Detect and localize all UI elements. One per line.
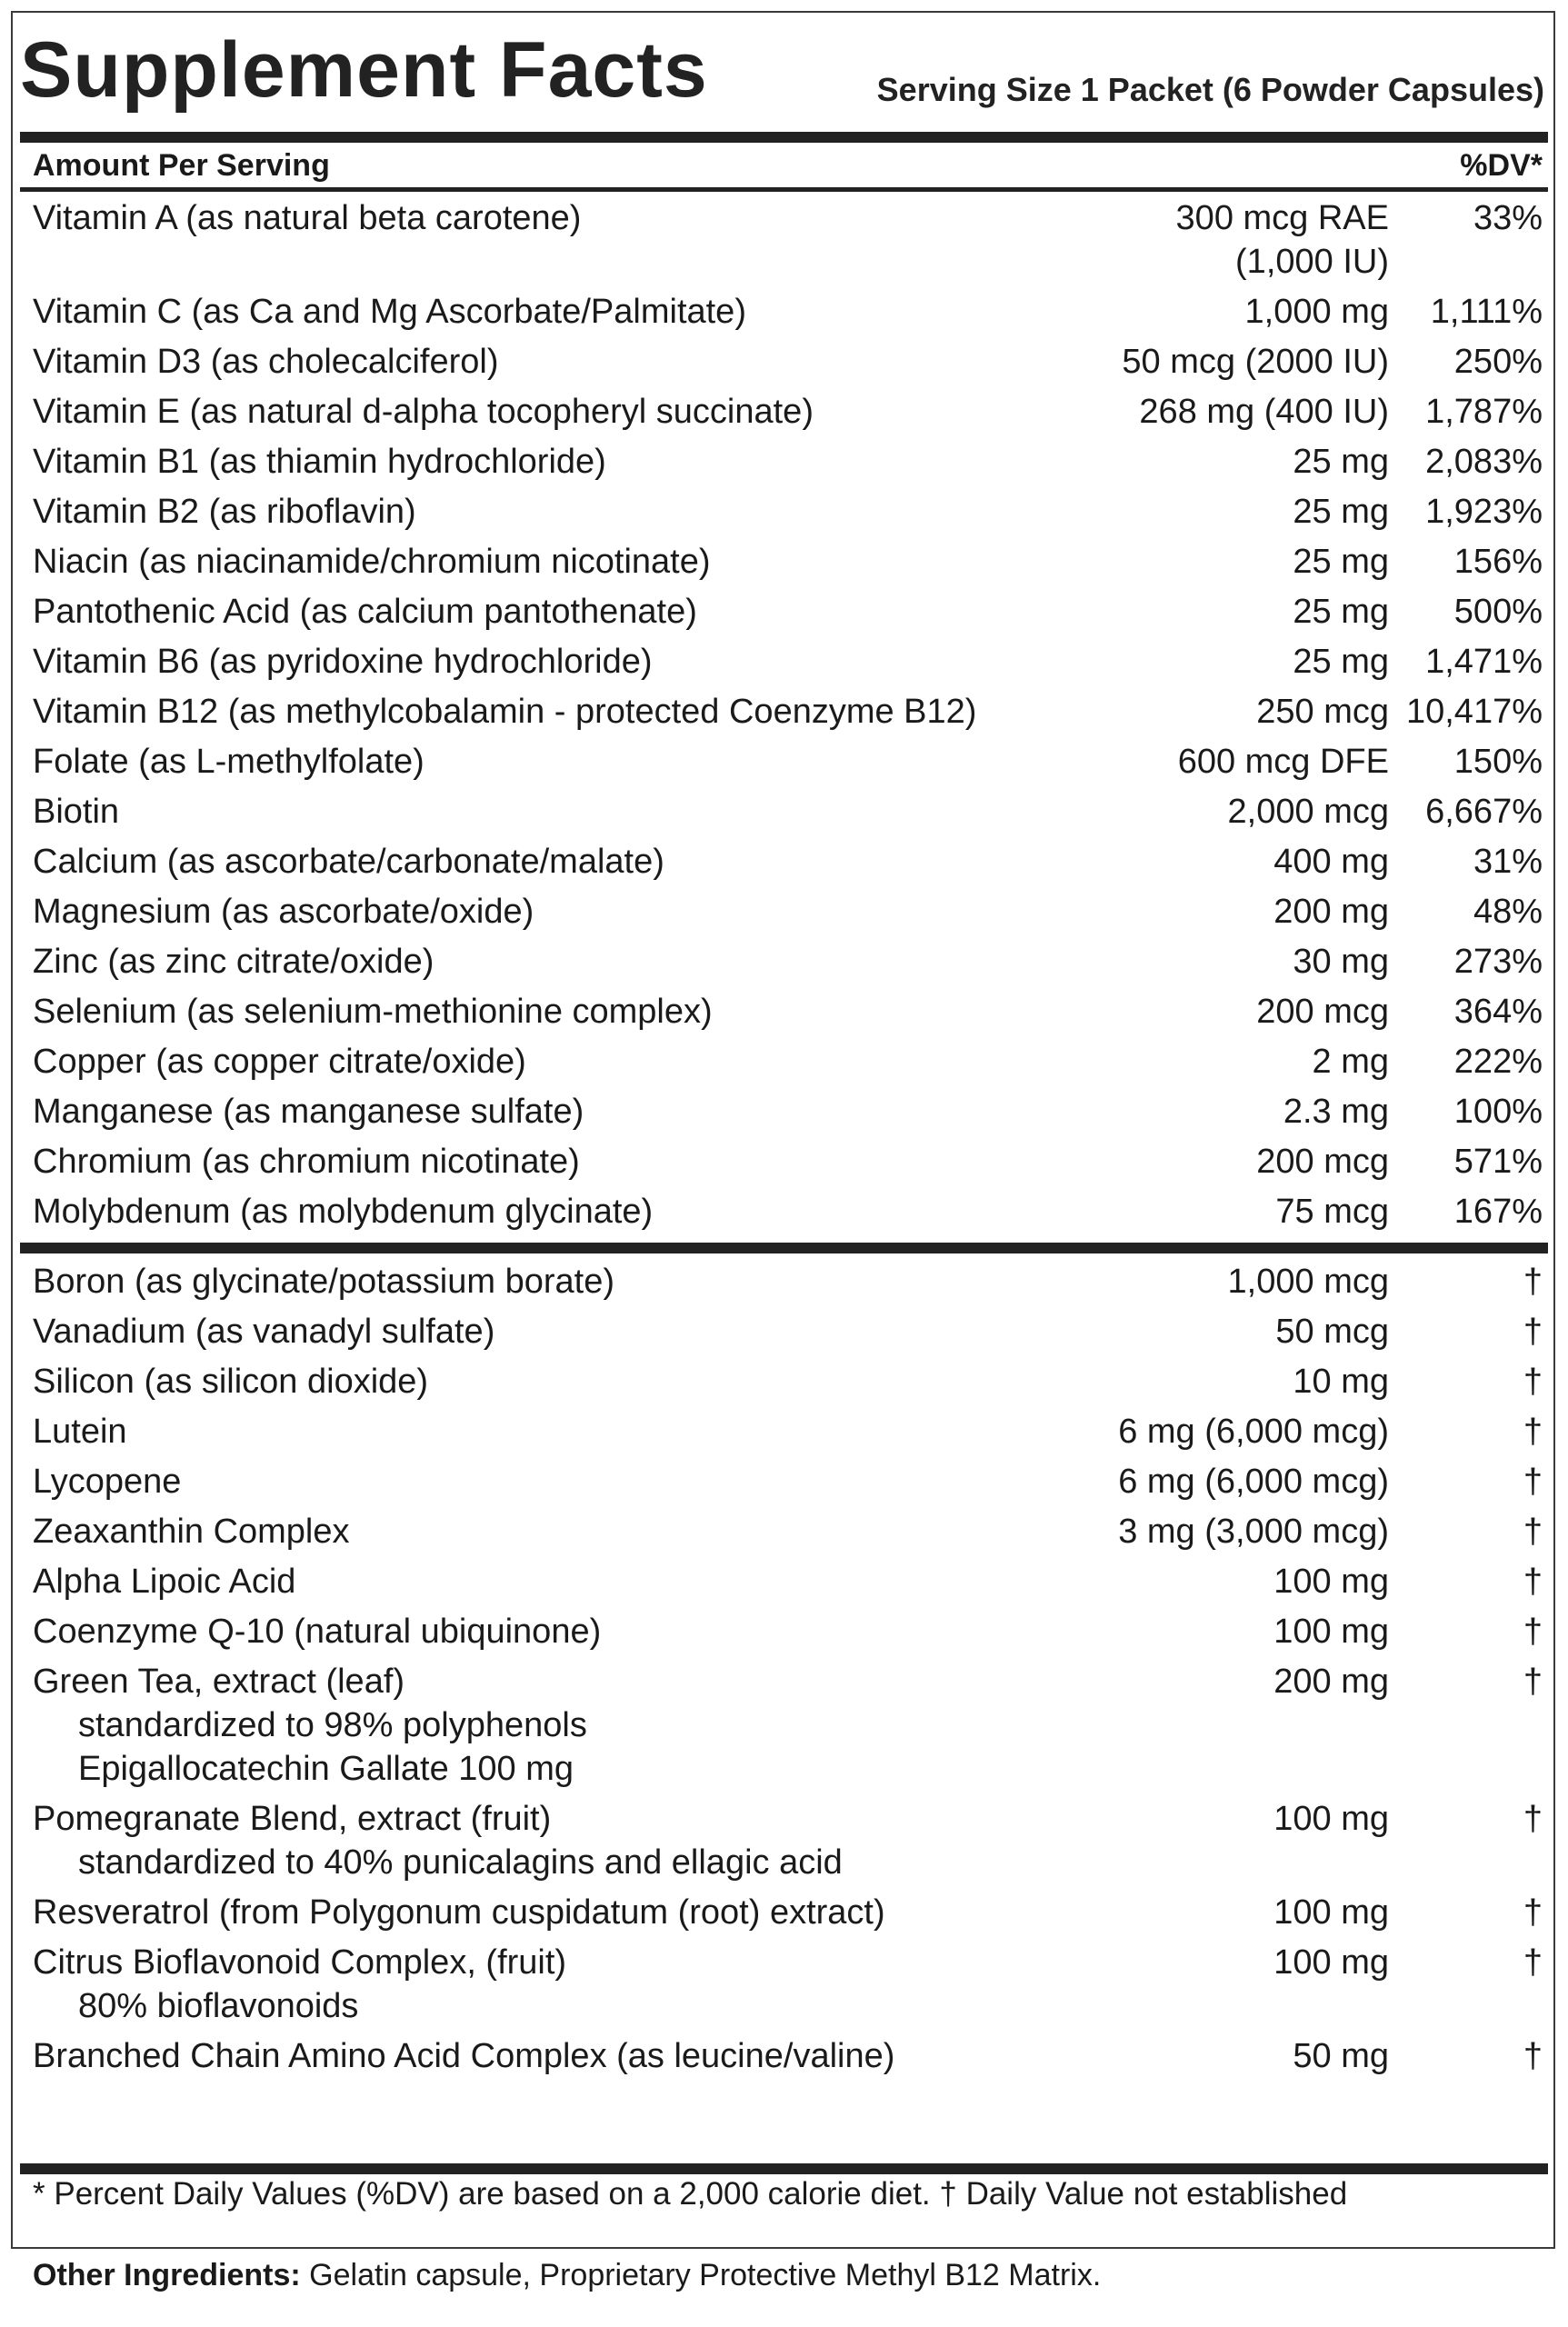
nutrient-row bbox=[20, 537, 1548, 587]
nutrient-dv: 6,667% bbox=[1425, 793, 1543, 831]
nutrient-dv: 33% bbox=[1473, 199, 1543, 237]
nutrient-amount bbox=[1293, 640, 1389, 684]
nutrient-dv: † bbox=[1523, 1800, 1543, 1838]
nutrient-name: Folate (as L-methylfolate) bbox=[33, 743, 424, 781]
nutrient-dv: † bbox=[1523, 1663, 1543, 1701]
top-thick-rule bbox=[20, 132, 1548, 143]
nutrient-amount-value: 200 mcg bbox=[1256, 993, 1389, 1031]
nutrient-amount-value: 6 mg (6,000 mcg) bbox=[1118, 1413, 1389, 1451]
nutrient-row bbox=[20, 1357, 1548, 1407]
nutrient-dv: 500% bbox=[1453, 593, 1543, 631]
nutrient-amount-value: 50 mcg bbox=[1275, 1313, 1389, 1351]
nutrient-name: Magnesium (as ascorbate/oxide) bbox=[33, 893, 534, 931]
nutrient-amount-value: 25 mg bbox=[1293, 643, 1389, 681]
nutrient-amount bbox=[1313, 1040, 1389, 1084]
nutrient-row bbox=[20, 437, 1548, 487]
nutrient-dv: † bbox=[1523, 1943, 1543, 1982]
nutrient-amount-value: 2.3 mg bbox=[1283, 1093, 1389, 1131]
nutrient-name: Manganese (as manganese sulfate) bbox=[33, 1093, 584, 1131]
nutrient-amount bbox=[1273, 1560, 1389, 1603]
nutrient-dv: 364% bbox=[1453, 993, 1543, 1031]
serving-size-value: 1 Packet (6 Powder Capsules) bbox=[1080, 71, 1544, 108]
nutrient-dv: 273% bbox=[1453, 943, 1543, 981]
nutrient-amount-value: 25 mg bbox=[1293, 493, 1389, 531]
nutrient-amount bbox=[1273, 1941, 1389, 1984]
nutrient-amount-value: 50 mcg (2000 IU) bbox=[1122, 343, 1389, 381]
nutrient-name: Citrus Bioflavonoid Complex, (fruit) bbox=[33, 1943, 567, 1982]
nutrient-amount-value: 6 mg (6,000 mcg) bbox=[1118, 1463, 1389, 1501]
other-ingredients-text: Gelatin capsule, Proprietary Protective Methyl B12 Matrix. bbox=[309, 2258, 1102, 2292]
nutrient-amount bbox=[1273, 890, 1389, 934]
nutrient-name: Vitamin D3 (as cholecalciferol) bbox=[33, 343, 499, 381]
nutrient-amount-value: 3 mg (3,000 mcg) bbox=[1118, 1513, 1389, 1551]
nutrient-name: Silicon (as silicon dioxide) bbox=[33, 1363, 429, 1401]
nutrient-dv: 31% bbox=[1473, 843, 1543, 881]
bottom-thick-rule bbox=[20, 2163, 1548, 2174]
nutrient-amount-value: 50 mg bbox=[1293, 2037, 1389, 2075]
nutrient-row bbox=[20, 737, 1548, 787]
nutrient-amount bbox=[1283, 1090, 1389, 1134]
nutrient-dv: † bbox=[1523, 1893, 1543, 1932]
nutrient-dv: 571% bbox=[1453, 1143, 1543, 1181]
nutrient-name: Biotin bbox=[33, 793, 120, 831]
nutrient-amount-alt: (1,000 IU) bbox=[1235, 243, 1389, 281]
nutrient-amount-value: 10 mg bbox=[1293, 1363, 1389, 1401]
nutrient-name: Coenzyme Q-10 (natural ubiquinone) bbox=[33, 1613, 602, 1651]
serving-size-label: Serving Size bbox=[876, 71, 1072, 108]
nutrient-dv: 2,083% bbox=[1425, 443, 1543, 481]
nutrient-name: Boron (as glycinate/potassium borate) bbox=[33, 1263, 614, 1301]
nutrient-amount-value: 100 mg bbox=[1273, 1943, 1389, 1982]
nutrient-dv: † bbox=[1523, 2037, 1543, 2075]
nutrient-row bbox=[20, 1457, 1548, 1507]
nutrient-row bbox=[20, 287, 1548, 337]
nutrient-amount bbox=[1256, 690, 1389, 734]
nutrient-subline: standardized to 40% punicalagins and ellagic acid bbox=[78, 1843, 843, 1882]
nutrient-amount-value: 100 mg bbox=[1273, 1800, 1389, 1838]
nutrient-row bbox=[20, 1187, 1548, 1237]
nutrient-amount bbox=[1293, 440, 1389, 484]
nutrient-amount bbox=[1228, 1260, 1389, 1303]
nutrient-name: Selenium (as selenium-methionine complex) bbox=[33, 993, 713, 1031]
nutrient-amount bbox=[1118, 1510, 1389, 1553]
nutrient-dv: 222% bbox=[1453, 1043, 1543, 1081]
nutrient-name: Vitamin B12 (as methylcobalamin - protected Coenzyme B12) bbox=[33, 693, 977, 731]
nutrient-amount-value: 250 mcg bbox=[1256, 693, 1389, 731]
nutrient-amount-value: 100 mg bbox=[1273, 1613, 1389, 1651]
nutrient-dv: † bbox=[1523, 1363, 1543, 1401]
nutrient-row bbox=[20, 1257, 1548, 1307]
nutrient-amount bbox=[1118, 1410, 1389, 1453]
nutrient-name: Pomegranate Blend, extract (fruit) bbox=[33, 1800, 552, 1838]
nutrient-amount bbox=[1275, 1190, 1389, 1233]
nutrient-amount bbox=[1273, 1610, 1389, 1653]
nutrient-name: Copper (as copper citrate/oxide) bbox=[33, 1043, 526, 1081]
nutrient-row bbox=[20, 1938, 1548, 2032]
nutrient-amount bbox=[1273, 1797, 1389, 1841]
nutrient-name: Niacin (as niacinamide/chromium nicotinate) bbox=[33, 543, 711, 581]
nutrient-amount-value: 200 mg bbox=[1273, 1663, 1389, 1701]
nutrient-amount bbox=[1293, 1360, 1389, 1403]
nutrient-amount bbox=[1245, 290, 1389, 334]
nutrient-amount bbox=[1256, 990, 1389, 1034]
nutrient-row bbox=[20, 1507, 1548, 1557]
nutrient-amount-value: 400 mg bbox=[1273, 843, 1389, 881]
nutrient-name: Vitamin B6 (as pyridoxine hydrochloride) bbox=[33, 643, 653, 681]
nutrient-row bbox=[20, 194, 1548, 287]
nutrient-amount-value: 75 mcg bbox=[1275, 1193, 1389, 1231]
nutrient-row bbox=[20, 1037, 1548, 1087]
nutrient-amount bbox=[1293, 490, 1389, 534]
nutrient-row bbox=[20, 2032, 1548, 2082]
nutrient-dv: † bbox=[1523, 1513, 1543, 1551]
nutrient-name: Branched Chain Amino Acid Complex (as leucine/valine) bbox=[33, 2037, 895, 2075]
other-ingredients bbox=[33, 2258, 1101, 2293]
panel-title: Supplement Facts bbox=[20, 26, 708, 114]
nutrient-row bbox=[20, 1087, 1548, 1137]
nutrient-amount-value: 268 mg (400 IU) bbox=[1139, 393, 1389, 431]
vitamins-section bbox=[20, 194, 1548, 1237]
nutrient-name: Zinc (as zinc citrate/oxide) bbox=[33, 943, 434, 981]
nutrient-dv: † bbox=[1523, 1563, 1543, 1601]
nutrient-name: Lycopene bbox=[33, 1463, 182, 1501]
nutrient-amount-value: 2 mg bbox=[1312, 1043, 1389, 1081]
nutrient-amount bbox=[1176, 196, 1389, 284]
nutrient-row bbox=[20, 387, 1548, 437]
nutrient-subline: standardized to 98% polyphenols bbox=[78, 1706, 587, 1744]
nutrient-amount bbox=[1293, 590, 1389, 634]
nutrient-row bbox=[20, 937, 1548, 987]
nutrient-dv: † bbox=[1523, 1413, 1543, 1451]
nutrient-row bbox=[20, 487, 1548, 537]
nutrient-name: Alpha Lipoic Acid bbox=[33, 1563, 296, 1601]
nutrient-name: Vitamin C (as Ca and Mg Ascorbate/Palmitate) bbox=[33, 293, 746, 331]
nutrient-amount-value: 1,000 mcg bbox=[1227, 1263, 1389, 1301]
nutrient-name: Lutein bbox=[33, 1413, 127, 1451]
dv-header: %DV* bbox=[1460, 148, 1543, 183]
mid-thick-rule bbox=[20, 1243, 1548, 1253]
nutrient-amount bbox=[1273, 1660, 1389, 1703]
nutrient-dv: 150% bbox=[1453, 743, 1543, 781]
nutrient-amount bbox=[1228, 790, 1389, 834]
nutrient-name: Chromium (as chromium nicotinate) bbox=[33, 1143, 580, 1181]
nutrient-name: Vanadium (as vanadyl sulfate) bbox=[33, 1313, 495, 1351]
nutrient-amount-value: 100 mg bbox=[1273, 1893, 1389, 1932]
nutrient-row bbox=[20, 587, 1548, 637]
nutrient-amount-value: 200 mg bbox=[1273, 893, 1389, 931]
nutrient-dv: † bbox=[1523, 1463, 1543, 1501]
nutrient-dv: † bbox=[1523, 1263, 1543, 1301]
nutrient-amount bbox=[1256, 1140, 1389, 1183]
nutrient-dv: 1,787% bbox=[1425, 393, 1543, 431]
nutrient-dv: 48% bbox=[1473, 893, 1543, 931]
nutrient-name: Zeaxanthin Complex bbox=[33, 1513, 350, 1551]
others-section bbox=[20, 1257, 1548, 2082]
nutrient-amount-value: 300 mcg RAE bbox=[1175, 199, 1389, 237]
other-ingredients-label: Other Ingredients: bbox=[33, 2258, 301, 2292]
nutrient-subline: 80% bioflavonoids bbox=[78, 1987, 359, 2025]
nutrient-row bbox=[20, 887, 1548, 937]
nutrient-amount bbox=[1293, 940, 1389, 984]
nutrient-row bbox=[20, 1137, 1548, 1187]
nutrient-name: Vitamin E (as natural d-alpha tocopheryl succinate) bbox=[33, 393, 814, 431]
nutrient-dv: 167% bbox=[1453, 1193, 1543, 1231]
nutrient-dv: 10,417% bbox=[1405, 693, 1543, 731]
nutrient-name: Green Tea, extract (leaf) bbox=[33, 1663, 405, 1701]
serving-size bbox=[877, 71, 1544, 109]
nutrient-name: Vitamin A (as natural beta carotene) bbox=[33, 199, 582, 237]
nutrient-name: Calcium (as ascorbate/carbonate/malate) bbox=[33, 843, 664, 881]
nutrient-row bbox=[20, 1557, 1548, 1607]
nutrient-amount bbox=[1139, 390, 1389, 434]
nutrient-row bbox=[20, 337, 1548, 387]
footnote: * Percent Daily Values (%DV) are based on a 2,000 calorie diet. † Daily Value not established bbox=[33, 2176, 1348, 2212]
nutrient-amount-value: 200 mcg bbox=[1256, 1143, 1389, 1181]
nutrient-row bbox=[20, 1407, 1548, 1457]
nutrient-amount-value: 2,000 mcg bbox=[1227, 793, 1389, 831]
nutrient-dv: 1,923% bbox=[1425, 493, 1543, 531]
nutrient-amount bbox=[1275, 1310, 1389, 1353]
nutrient-name: Vitamin B2 (as riboflavin) bbox=[33, 493, 416, 531]
nutrient-dv: 156% bbox=[1453, 543, 1543, 581]
nutrient-subline: Epigallocatechin Gallate 100 mg bbox=[78, 1750, 574, 1788]
nutrient-name: Vitamin B1 (as thiamin hydrochloride) bbox=[33, 443, 606, 481]
nutrient-dv: 1,471% bbox=[1425, 643, 1543, 681]
nutrient-amount-value: 1,000 mg bbox=[1244, 293, 1389, 331]
nutrient-row bbox=[20, 987, 1548, 1037]
nutrient-dv: 100% bbox=[1453, 1093, 1543, 1131]
nutrient-row bbox=[20, 1607, 1548, 1657]
nutrient-amount bbox=[1293, 2034, 1389, 2078]
nutrient-amount-value: 600 mcg DFE bbox=[1177, 743, 1389, 781]
nutrient-amount bbox=[1122, 340, 1389, 384]
nutrient-dv: 1,111% bbox=[1430, 293, 1543, 331]
amount-per-serving-header: Amount Per Serving bbox=[33, 148, 330, 183]
nutrient-amount-value: 30 mg bbox=[1293, 943, 1389, 981]
nutrient-amount bbox=[1273, 1891, 1389, 1934]
nutrient-amount bbox=[1293, 540, 1389, 584]
nutrient-name: Pantothenic Acid (as calcium pantothenate) bbox=[33, 593, 697, 631]
nutrient-amount-value: 25 mg bbox=[1293, 593, 1389, 631]
nutrient-row bbox=[20, 1307, 1548, 1357]
nutrient-dv: † bbox=[1523, 1613, 1543, 1651]
nutrient-row bbox=[20, 637, 1548, 687]
nutrient-row bbox=[20, 1794, 1548, 1888]
nutrient-row bbox=[20, 1888, 1548, 1938]
nutrient-amount-value: 25 mg bbox=[1293, 443, 1389, 481]
nutrient-amount bbox=[1178, 740, 1389, 784]
nutrient-row bbox=[20, 787, 1548, 837]
nutrient-name: Molybdenum (as molybdenum glycinate) bbox=[33, 1193, 654, 1231]
nutrient-amount bbox=[1118, 1460, 1389, 1503]
nutrient-name: Resveratrol (from Polygonum cuspidatum (root) extract) bbox=[33, 1893, 885, 1932]
nutrient-row bbox=[20, 687, 1548, 737]
nutrient-amount-value: 25 mg bbox=[1293, 543, 1389, 581]
nutrient-dv: 250% bbox=[1453, 343, 1543, 381]
header-rule bbox=[20, 187, 1548, 192]
nutrient-amount-value: 100 mg bbox=[1273, 1563, 1389, 1601]
nutrient-dv: † bbox=[1523, 1313, 1543, 1351]
nutrient-amount bbox=[1273, 840, 1389, 884]
nutrient-row bbox=[20, 837, 1548, 887]
nutrient-row bbox=[20, 1657, 1548, 1794]
